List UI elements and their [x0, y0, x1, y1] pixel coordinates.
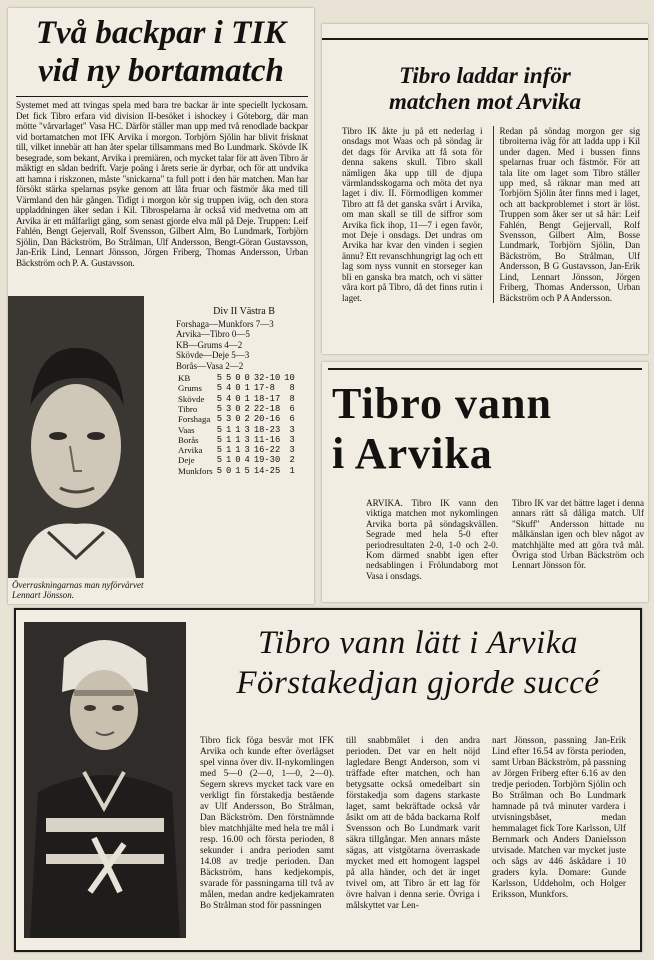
article-columns [342, 126, 640, 303]
cell-w: 3 [225, 414, 232, 425]
cell-team: Tibro [178, 403, 198, 414]
match-result: KB—Grums 4—2 [176, 339, 243, 350]
cell-l: 1 [244, 383, 250, 394]
cell-team: Munkfors [178, 465, 213, 476]
column-3: nart Jönsson, passning Jan-Erik Lind efter 16.54 av första perioden, samt Urban Bäckström, på passning av Jörgen Friberg efter 6.16 av den tredje perioden. Torbjörn Sjölin och Bo Strålman och Bo Lundmark hamnade på två minuter vardera i utvisningsbåset, medan hemmalaget fick Tore Karlsson, Ulf Bernmark och Anders Danielsson utvisade. Matchen var mycket juste och sågs av 446 åskådare i 10 graders kyla. Domare: Gunde Karlsson, Uddeholm, och Holger Eriksson, Munkfors. [492, 736, 627, 900]
cell-l: 3 [244, 445, 250, 456]
cell-d: 0 [235, 455, 241, 466]
cell-pts: 3 [289, 445, 295, 456]
cell-pts: 2 [289, 455, 295, 466]
article-tibro-won [322, 362, 648, 602]
column-2: till snabbmålet i den andra perioden. Det var en helt nöjd lagledare Bengt Anderson, som vi träffade efter matchen, och han betygsatte också omedelbart sin förstakedja som dagens starkaste laget, samt bekräftade också vår åsikt om att de båda backarna Rolf Svensson och Bo Lundmark varit säkra tillgångar. Men annars måste sägas, att vistgötarna överraskade mycket med ett homogent lagspel på alla händer, och det är inget tvivel om, att Tibro är ett lag för övre halvan i denna serie. Övriga i målskyttet var Len- [346, 736, 480, 911]
article-two-back-pairs [8, 8, 314, 604]
match-result: Forshaga—Munkfors 7—3 [176, 319, 274, 329]
column-2: Tibro IK var det bättre laget i denna annars rätt så dåliga match. Ulf "Skuff" Andersson hittade nu målkänslan igen och blev något av matchhjälte med att göra två mål. Övriga stod Urban Bäckström och Lennart Jönsson för. [512, 498, 644, 571]
column-1: Tibro IK åkte ju på ett nederlag i onsdags mot Waas och på söndag är det dags för Arvika att få sota för denna sakens skull. Tibro skall nämligen åka upp till de djupa värmlandsskogarna och möta det nya laget i div. II. Förmodligen kommer Tibro att få det ganska svårt i Arvika, om man skall se till de siffror som Arvika fick ihop, 11—7 i egen favör, mot Deje i onsdags. Det undras om Arvika har kvar den vinden i segien ännu? Ett revanschhungrigt lag och ett lag som nyss vunnit en storseger kan bli en ganska bra match, och vi sätter våra kort på Tibro, då det finns rutin i laget. [342, 126, 483, 303]
cell-l: 1 [244, 393, 250, 404]
cell-goals: 18-23 [253, 424, 281, 435]
headline-line2: i Arvika [332, 429, 493, 478]
article-tibro-prepares [322, 24, 648, 354]
cell-team: KB [178, 373, 191, 384]
cell-team: Forshaga [178, 414, 211, 425]
cell-w: 5 [225, 373, 232, 384]
cell-goals: 17-8 [253, 383, 275, 394]
cell-w: 1 [225, 445, 232, 456]
cell-gp: 5 [216, 383, 222, 394]
table-row [176, 373, 297, 383]
cell-l: 3 [244, 434, 250, 445]
cell-d: 0 [235, 393, 241, 404]
cell-gp: 5 [216, 455, 222, 466]
table-row [176, 404, 297, 414]
top-rule [328, 368, 642, 370]
cell-team: Vaas [178, 424, 195, 435]
article-easy-win [14, 608, 642, 952]
cell-goals: 32-10 [253, 373, 281, 384]
cell-d: 0 [235, 383, 241, 394]
league-table [176, 373, 297, 476]
cell-w: 3 [225, 403, 232, 414]
column-1: Tibro fick föga besvär mot IFK Arvika och kunde efter överlägset spel vinna över div. II-nykomlingen med 5—0 (2—0, 1—0, 2—0). Segern skrevs mycket tack vare en verkligt fin förstakedja bestående av Ulf Andersson, Bo Strålman, Dan Bäckström. Den förstnämnde blev matchhjälte med hela tre mål i resp. 16.00 och första perioden, 8 sekunder i andra perioden samt 14.08 av tredje perioden. Dan Bäckström, hans kedjekompis, svarade för passningarna till två av målen, medan andre kedjekamraten Bo Strålman stod för passningen [200, 736, 334, 911]
cell-l: 3 [244, 424, 250, 435]
headline-line2: vid ny bortamatch [38, 53, 284, 89]
standings-title: Div II Västra B [213, 306, 275, 317]
cell-l: 4 [244, 455, 250, 466]
table-row [176, 435, 297, 445]
cell-gp: 5 [216, 434, 222, 445]
headline-line2: Förstakedjan gjorde succé [236, 665, 600, 701]
match-result: Arvika—Tibro 0—5 [176, 329, 250, 340]
cell-w: 1 [225, 434, 232, 445]
cell-pts: 6 [289, 414, 295, 425]
article-columns [366, 498, 644, 581]
cell-d: 1 [235, 465, 241, 476]
cell-goals: 18-17 [253, 393, 281, 404]
match-result: Skövde—Deje 5—3 [176, 350, 250, 361]
cell-pts: 3 [289, 424, 295, 435]
cell-d: 0 [235, 414, 241, 425]
cell-w: 0 [225, 465, 232, 476]
cell-d: 1 [235, 424, 241, 435]
article-columns [200, 736, 626, 912]
cell-l: 2 [244, 414, 250, 425]
cell-team: Grums [178, 383, 202, 394]
cell-gp: 5 [216, 403, 222, 414]
cell-l: 5 [244, 465, 250, 476]
cell-gp: 5 [216, 393, 222, 404]
cell-gp: 5 [216, 465, 222, 476]
goalie-photo [24, 622, 186, 938]
cell-d: 1 [235, 445, 241, 456]
cell-w: 1 [225, 424, 232, 435]
table-row [176, 455, 297, 465]
headline-line1: Tibro laddar inför [399, 63, 571, 88]
cell-pts: 1 [289, 465, 295, 476]
article-body: Systemet med att tvingas spela med bara tre backar är inte speciellt lyckosam. Det fick Tibro erfara vid division II-besöket i ishockey i Göteborg, där man mötte "vårvarlaget" Vasa HC. Därför ställer man upp med två renodlade backpar vid bortamatchen mot IFK Arvika i morgon. Torbjörn Sjölin har blivit frisknat till, vilket innebär att han åter spelar tillsammans med Bo Lundmark. Skövde IK besegrade, som bekant, Arvika i premiären, och mycket talar för att även Tibro är mäktigt en sådan bedrift. Varje poäng i årets serie är dyrbar, och för att undvika att hamna i riskzonen, måste "snickarna" ta full pott i den här matchen. Man har försökt stärka spelarnas psyke genom att låta fruar och fästmör åka med till Värmland den här gången. Tidigt i morgon kör sig truppen iväg, och den stora uppladdningen äker sedan i Kil. Tibrospelarna är också vid medvetna om att Arvika är ett målfarligt gäng, som senast gjorde elva mål på Deje. Truppen: Leif Fahlén, Bengt Gejervall, Rolf Svensson, Gilbert Alm, Bo Lundmark, Torbjörn Sjölin, Dan Bäckström, Bo Strålman, Ulf Andersson, Bengt-Göran Gustavsson, Jan-Erik Lind, Lennart Jönsson, Jörgen Friberg, Thomas Andersson, Urban Bäckström och P. A. Gustavsson. [16, 100, 308, 268]
cell-goals: 19-30 [253, 455, 281, 466]
cell-w: 4 [225, 383, 232, 394]
cell-gp: 5 [216, 373, 222, 384]
cell-goals: 20-16 [253, 414, 281, 425]
table-row [176, 466, 297, 476]
cell-team: Deje [178, 455, 195, 466]
table-row [176, 383, 297, 393]
headline-line1: Två backpar i TIK [35, 15, 287, 51]
headline-line2: matchen mot Arvika [388, 89, 582, 114]
cell-goals: 14-25 [253, 465, 281, 476]
table-row [176, 394, 297, 404]
cell-d: 0 [235, 403, 241, 414]
cell-team: Arvika [178, 445, 203, 456]
cell-goals: 11-16 [253, 434, 281, 445]
table-row [176, 425, 297, 435]
headline-rule [16, 96, 308, 97]
cell-w: 4 [225, 393, 232, 404]
cell-d: 0 [235, 373, 241, 384]
cell-l: 0 [244, 373, 250, 384]
table-row [176, 445, 297, 455]
match-results [176, 319, 312, 371]
headline-line1: Tibro vann [332, 379, 552, 428]
cell-goals: 22-18 [253, 403, 281, 414]
match-result: Borås—Vasa 2—2 [176, 360, 244, 371]
player-photo [8, 296, 144, 578]
cell-pts: 8 [289, 383, 295, 394]
photo-caption: Överraskningarnas man nyförvärvet Lennart Jönsson. [12, 580, 144, 600]
cell-d: 1 [235, 434, 241, 445]
cell-w: 1 [225, 455, 232, 466]
cell-pts: 8 [289, 393, 295, 404]
cell-goals: 16-22 [253, 445, 281, 456]
column-2: Redan på söndag morgon ger sig tibroiterna iväg för att ladda upp i Kil under dagen. Med i bussen finns spelarnas fruar och fästmör. För att tala lite om laget som Tibro ställer upp med, så räknar man med att Torbjörn Sjölin åter finns med i laget, och att backproblemet i stort är löst. Truppen som åker ser ut så här: Leif Fahlén, Bengt Gejjervall, Rolf Svensson, Gilbert Alm, Bosse Lundmark, Torbjörn Sjölin, Dan Bäckström, Bo Strålman, Ulf Andersson, B G Gustavsson, Jan-Erik Lind, Lennart Jönsson, Jörgen Friberg, Thomas Andersson, Urban Bäckström och P A Andersson. [493, 126, 641, 303]
cell-team: Skövde [178, 393, 205, 404]
headline-line1: Tibro vann lätt i Arvika [257, 625, 578, 661]
cell-gp: 5 [216, 424, 222, 435]
cell-pts: 10 [284, 373, 295, 384]
cell-gp: 5 [216, 445, 222, 456]
top-rule [322, 38, 648, 40]
cell-team: Borås [178, 434, 199, 445]
cell-l: 2 [244, 403, 250, 414]
column-1: ARVIKA. Tibro IK vann den viktiga matchen mot nykomlingen Arvika borta på söndagskvällen. Segrade med hela 5-0 efter periodresultaten 2-0, 1-0 och 2-0. Kom därmed snabbt igen efter nedsablingen i Frölundaborg mot Vasa i onsdags. [366, 498, 498, 581]
cell-pts: 6 [289, 403, 295, 414]
cell-pts: 3 [289, 434, 295, 445]
cell-gp: 5 [216, 414, 222, 425]
standings-block [176, 306, 312, 476]
table-row [176, 414, 297, 424]
